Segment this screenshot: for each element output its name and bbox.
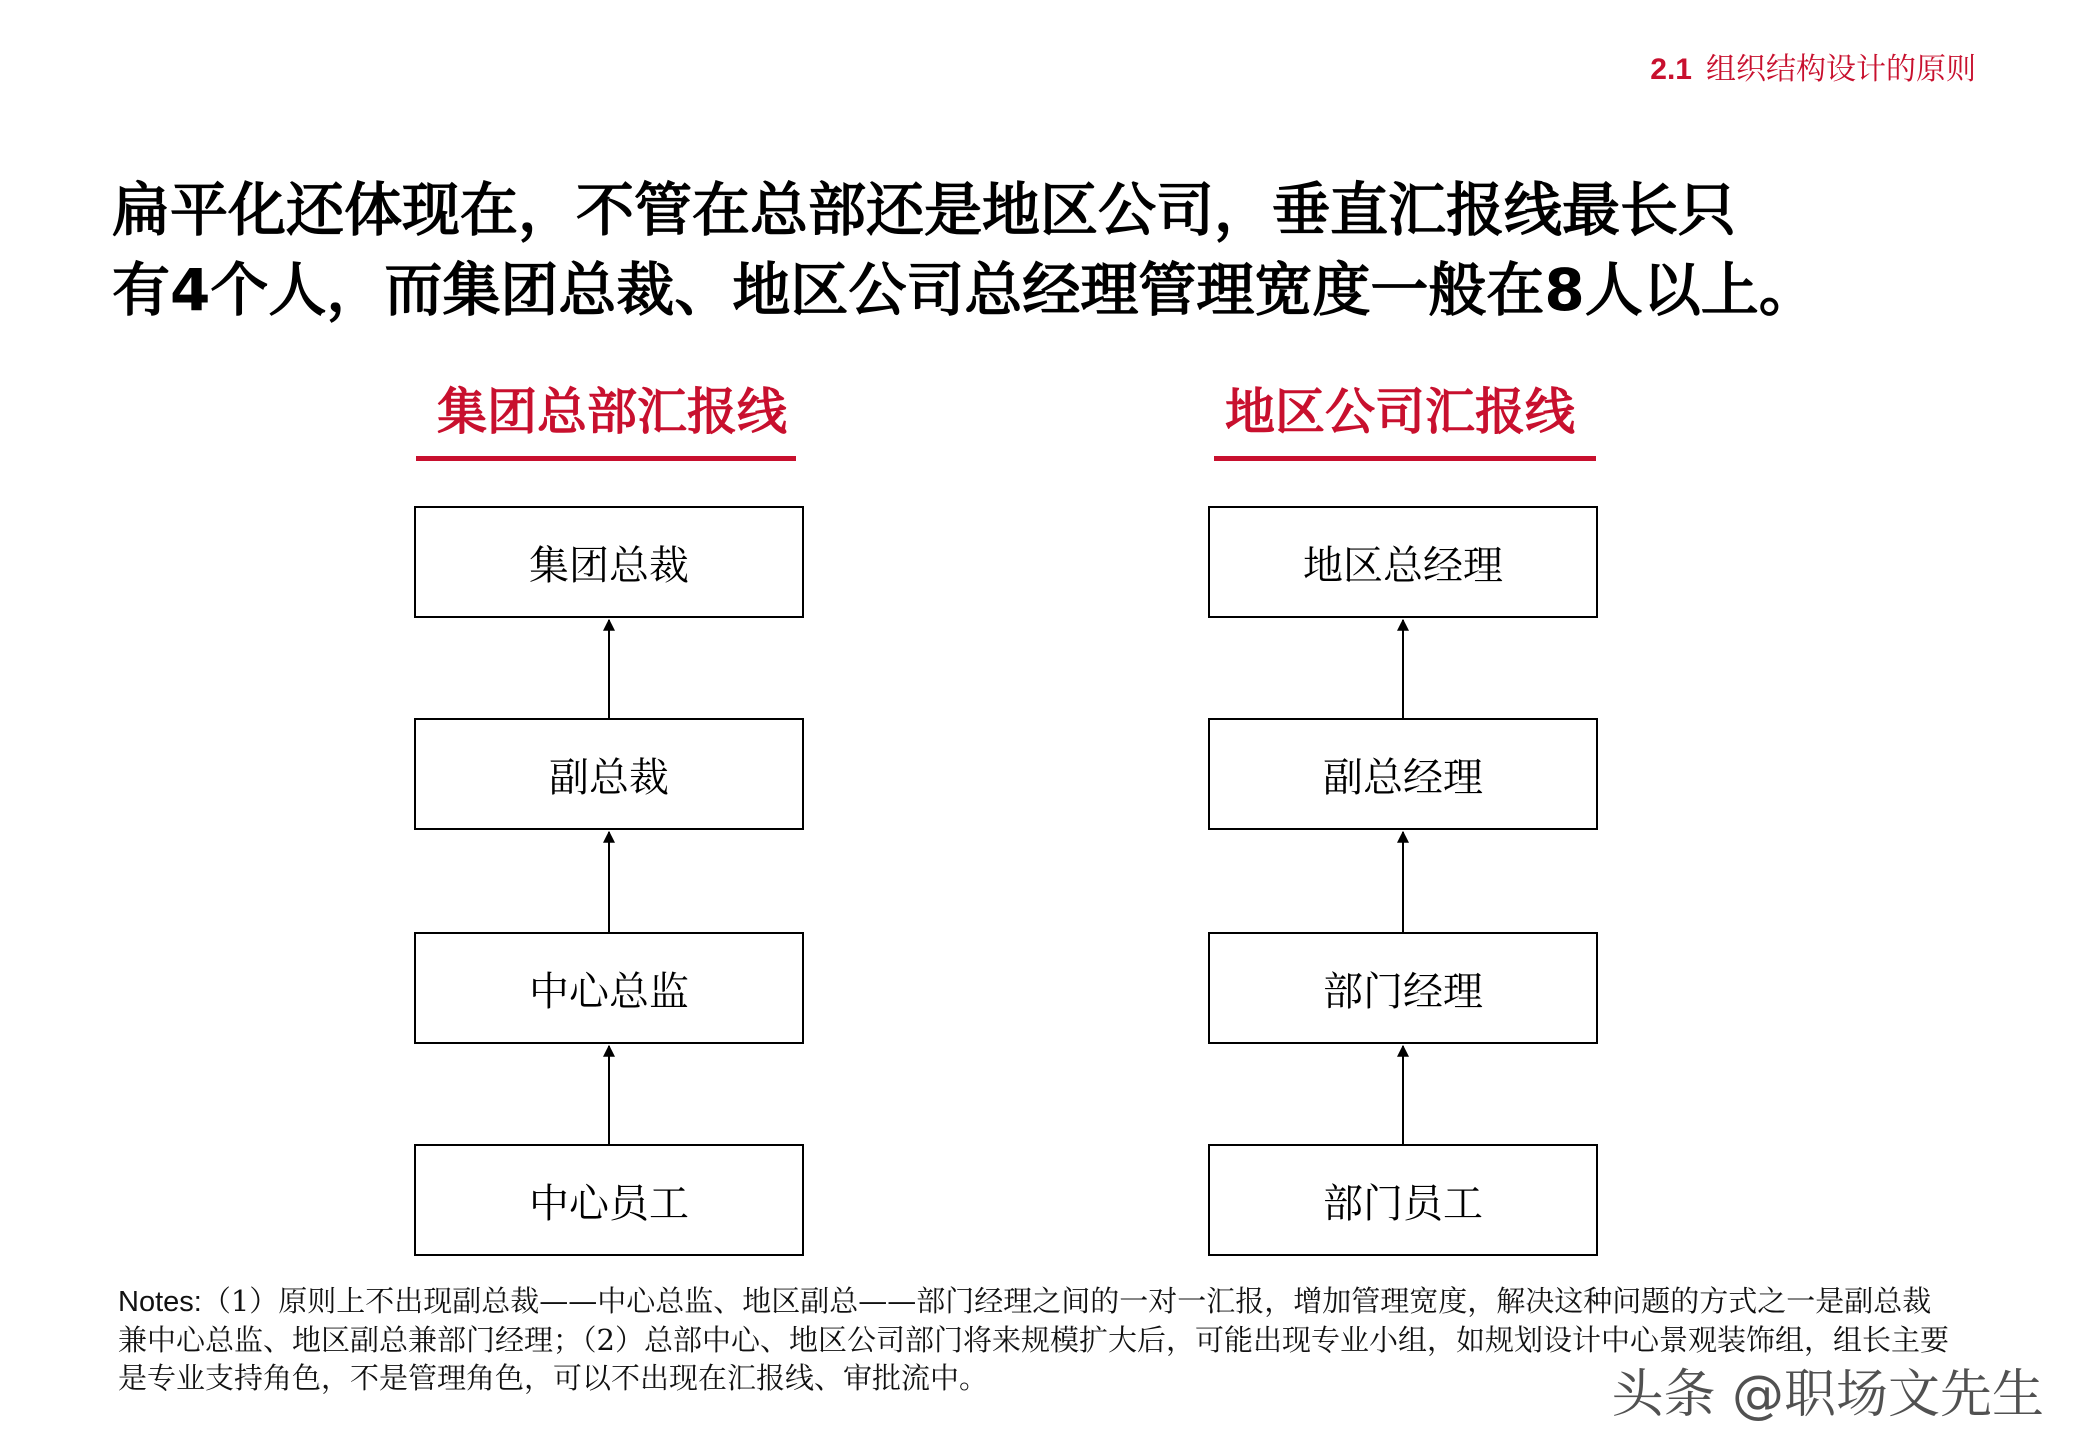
right-column-title: 地区公司汇报线 — [1225, 383, 1575, 441]
right-node-1: 地区总经理 — [1208, 506, 1598, 618]
left-node-4: 中心员工 — [414, 1144, 804, 1256]
notes-label: Notes: — [118, 1286, 202, 1318]
right-node-4: 部门员工 — [1208, 1144, 1598, 1256]
section-title: 组织结构设计的原则 — [1706, 53, 1976, 86]
headline-line-1: 扁平化还体现在，不管在总部还是地区公司，垂直汇报线最长只 — [112, 176, 1737, 244]
notes-text: （1）原则上不出现副总裁——中心总监、地区副总——部门经理之间的一对一汇报，增加管理宽度，解决这种问题的方式之一是副总裁兼中心总监、地区副总兼部门经理；（2）总部中心、地区公司部门将来规模扩大后，可能出现专业小组，如规划设计中心景观装饰组，组长主要是专业支持角色，不是管理角色，可以不出现在汇报线、审批流中。 — [118, 1284, 1949, 1395]
right-node-3: 部门经理 — [1208, 932, 1598, 1044]
watermark: 头条 @职场文先生 — [1611, 1365, 2044, 1425]
left-node-3: 中心总监 — [414, 932, 804, 1044]
left-column-title: 集团总部汇报线 — [437, 383, 787, 441]
section-number: 2.1 — [1650, 53, 1692, 86]
left-node-1: 集团总裁 — [414, 506, 804, 618]
right-node-2: 副总经理 — [1208, 718, 1598, 830]
left-node-2: 副总裁 — [414, 718, 804, 830]
headline-line-2: 有4个人，而集团总裁、地区公司总经理管理宽度一般在8人以上。 — [112, 256, 1817, 324]
